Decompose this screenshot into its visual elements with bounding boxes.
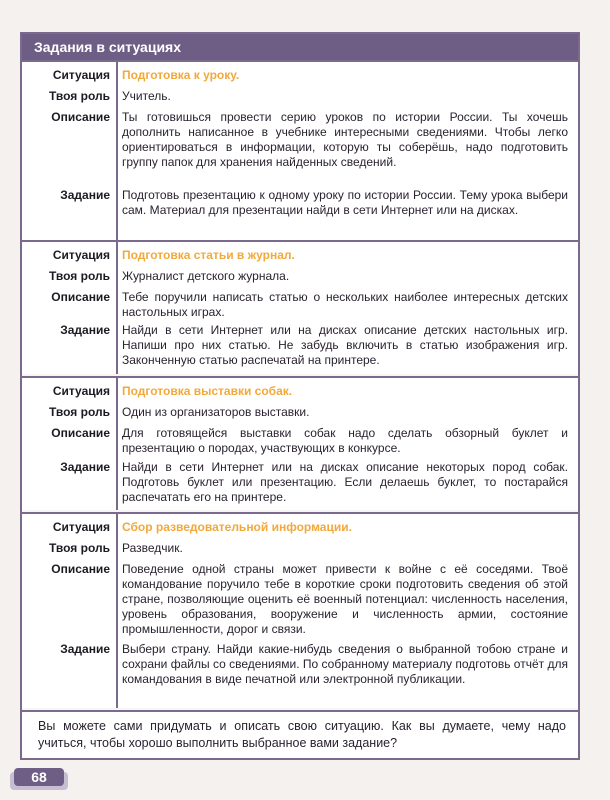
role-label: Твоя роль bbox=[49, 269, 110, 283]
situation-title: Подготовка выставки собак. bbox=[122, 384, 293, 398]
situation-label: Ситуация bbox=[52, 68, 110, 82]
description-label: Описание bbox=[51, 110, 110, 124]
task-label: Задание bbox=[60, 323, 110, 337]
role-value: Один из организаторов выставки. bbox=[122, 405, 310, 419]
section-header: Задания в ситуациях bbox=[22, 34, 578, 60]
situation-label: Ситуация bbox=[52, 520, 110, 534]
situation-card bbox=[22, 376, 578, 510]
role-label: Твоя роль bbox=[49, 89, 110, 103]
description-value: Ты готовишься провести серию уроков по истории России. Ты хочешь дополнить написанное в учебнике интересными сведениями. Чтобы легко ориентироваться в информации, которую ты соберёшь, надо подготовить группу папок для хранения найденных сведений. bbox=[122, 110, 568, 169]
task-label: Задание bbox=[60, 460, 110, 474]
task-label: Задание bbox=[60, 188, 110, 202]
task-value: Подготовь презентацию к одному уроку по истории России. Тему урока выбери сам. Материал для презентации найди в сети Интернет или на дисках. bbox=[122, 188, 568, 217]
task-value: Найди в сети Интернет или на дисках описание некоторых пород собак. Подготовь буклет или презентацию. Если делаешь буклет, то постарайся распечатать его на принтере. bbox=[122, 460, 568, 504]
description-label: Описание bbox=[51, 290, 110, 304]
column-divider bbox=[116, 62, 118, 240]
role-label: Твоя роль bbox=[49, 541, 110, 555]
description-label: Описание bbox=[51, 562, 110, 576]
situation-title: Сбор разведовательной информации. bbox=[122, 520, 352, 534]
column-divider bbox=[116, 378, 118, 510]
role-label: Твоя роль bbox=[49, 405, 110, 419]
task-value: Найди в сети Интернет или на дисках описание детских настольных игр. Напиши про них статью. Не забудь включить в статью изображения игр. Законченную статью распечатай на принтере. bbox=[122, 323, 568, 367]
column-divider bbox=[116, 242, 118, 374]
role-value: Разведчик. bbox=[122, 541, 183, 555]
situation-card bbox=[22, 240, 578, 374]
situation-label: Ситуация bbox=[52, 248, 110, 262]
situation-label: Ситуация bbox=[52, 384, 110, 398]
description-value: Для готовящейся выставки собак надо сделать обзорный буклет и презентацию о породах, участвующих в конкурсе. bbox=[122, 426, 568, 455]
footer-note: Вы можете сами придумать и описать свою ситуацию. Как вы думаете, чему надо учиться, чтобы хорошо выполнить выбранное вами задание? bbox=[22, 710, 578, 758]
column-divider bbox=[116, 514, 118, 708]
situation-title: Подготовка статьи в журнал. bbox=[122, 248, 295, 262]
role-value: Учитель. bbox=[122, 89, 171, 103]
situation-title: Подготовка к уроку. bbox=[122, 68, 240, 82]
task-label: Задание bbox=[60, 642, 110, 656]
situation-card bbox=[22, 60, 578, 240]
description-value: Поведение одной страны может привести к войне с её соседями. Твоё командование поручило тебе в короткие сроки подготовить сведения об этой стране, позволяющие оценить её военный потенциал: численность населения, уровень образования, вооружение и численность армии, состояние промышленности, дорог и связи. bbox=[122, 562, 568, 636]
situation-card bbox=[22, 512, 578, 708]
page-number: 68 bbox=[14, 768, 64, 786]
description-label: Описание bbox=[51, 426, 110, 440]
task-value: Выбери страну. Найди какие-нибудь сведения о выбранной тобою стране и сохрани файлы со сведениями. По собранному материалу подготовь отчёт для командования в виде печатной или электронной публикации. bbox=[122, 642, 568, 686]
role-value: Журналист детского журнала. bbox=[122, 269, 290, 283]
description-value: Тебе поручили написать статью о нескольких наиболее интересных детских настольных играх. bbox=[122, 290, 568, 319]
